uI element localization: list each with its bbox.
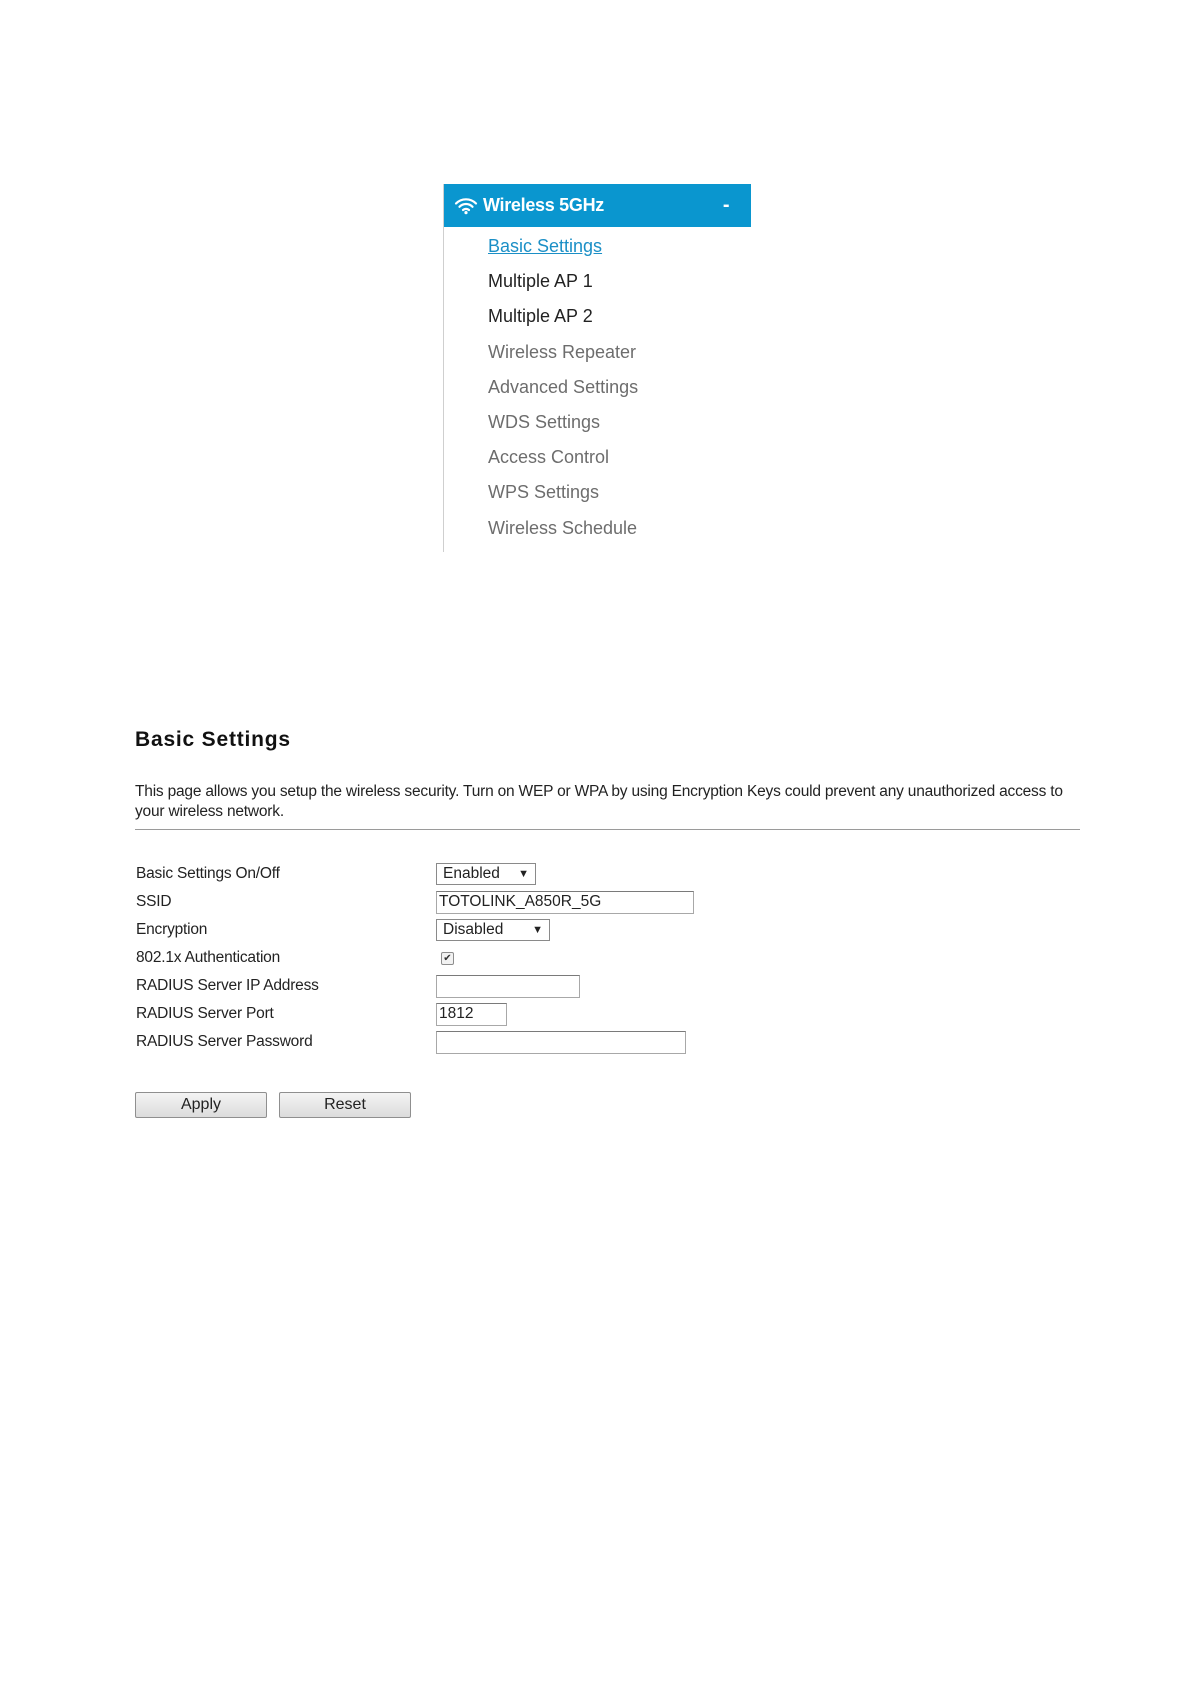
encryption-label: Encryption — [136, 921, 208, 938]
menu-item-wireless-repeater[interactable]: Wireless Repeater — [488, 341, 637, 362]
form-buttons — [135, 1092, 1080, 1118]
menu-item-access-control[interactable]: Access Control — [488, 447, 610, 468]
page-description: This page allows you setup the wireless security. Turn on WEP or WPA by using Encryption Keys could prevent any unauthorized access to your wireless network. — [135, 783, 1063, 820]
basic-onoff-label: Basic Settings On/Off — [136, 865, 280, 882]
menu-item-wireless-schedule[interactable]: Wireless Schedule — [488, 517, 638, 538]
menu-items — [444, 229, 751, 546]
wireless-5ghz-menu — [443, 184, 751, 552]
settings-form — [135, 860, 1080, 1056]
collapse-toggle[interactable]: - — [722, 194, 730, 216]
menu-header[interactable] — [444, 184, 751, 227]
radius-password-label: RADIUS Server Password — [136, 1033, 313, 1050]
dropdown-arrow-icon: ▼ — [532, 924, 543, 936]
menu-item-multiple-ap-2[interactable]: Multiple AP 2 — [488, 306, 593, 327]
radius-port-label: RADIUS Server Port — [136, 1005, 274, 1022]
divider — [135, 829, 1080, 830]
encryption-value: Disabled — [443, 921, 504, 938]
basic-settings-section — [135, 728, 1080, 1118]
row-basic-onoff — [135, 860, 1080, 888]
row-radius-password — [135, 1028, 1080, 1056]
ssid-input[interactable] — [436, 891, 694, 914]
apply-button[interactable]: Apply — [135, 1092, 267, 1118]
encryption-select[interactable] — [436, 919, 550, 941]
row-8021x — [135, 944, 1080, 972]
radius-port-input[interactable] — [436, 1003, 507, 1026]
basic-onoff-value: Enabled — [443, 865, 500, 882]
row-encryption — [135, 916, 1080, 944]
wifi-icon — [454, 197, 478, 215]
menu-item-basic-settings[interactable]: Basic Settings — [488, 236, 603, 256]
menu-title: Wireless 5GHz — [483, 195, 604, 215]
row-radius-ip — [135, 972, 1080, 1000]
basic-onoff-select[interactable] — [436, 863, 536, 885]
radius-ip-input[interactable] — [436, 975, 580, 998]
auth-8021x-label: 802.1x Authentication — [136, 949, 281, 966]
menu-item-advanced-settings[interactable]: Advanced Settings — [488, 376, 639, 397]
row-ssid — [135, 888, 1080, 916]
dropdown-arrow-icon: ▼ — [518, 868, 529, 880]
menu-item-wps-settings[interactable]: WPS Settings — [488, 482, 600, 503]
page-title: Basic Settings — [135, 728, 291, 751]
auth-8021x-checkbox[interactable]: ✔ — [441, 952, 454, 965]
reset-button[interactable]: Reset — [279, 1092, 411, 1118]
ssid-label: SSID — [136, 893, 172, 910]
menu-item-wds-settings[interactable]: WDS Settings — [488, 411, 601, 432]
menu-item-multiple-ap-1[interactable]: Multiple AP 1 — [488, 271, 593, 292]
radius-ip-label: RADIUS Server IP Address — [136, 977, 319, 994]
radius-password-input[interactable] — [436, 1031, 686, 1054]
row-radius-port — [135, 1000, 1080, 1028]
